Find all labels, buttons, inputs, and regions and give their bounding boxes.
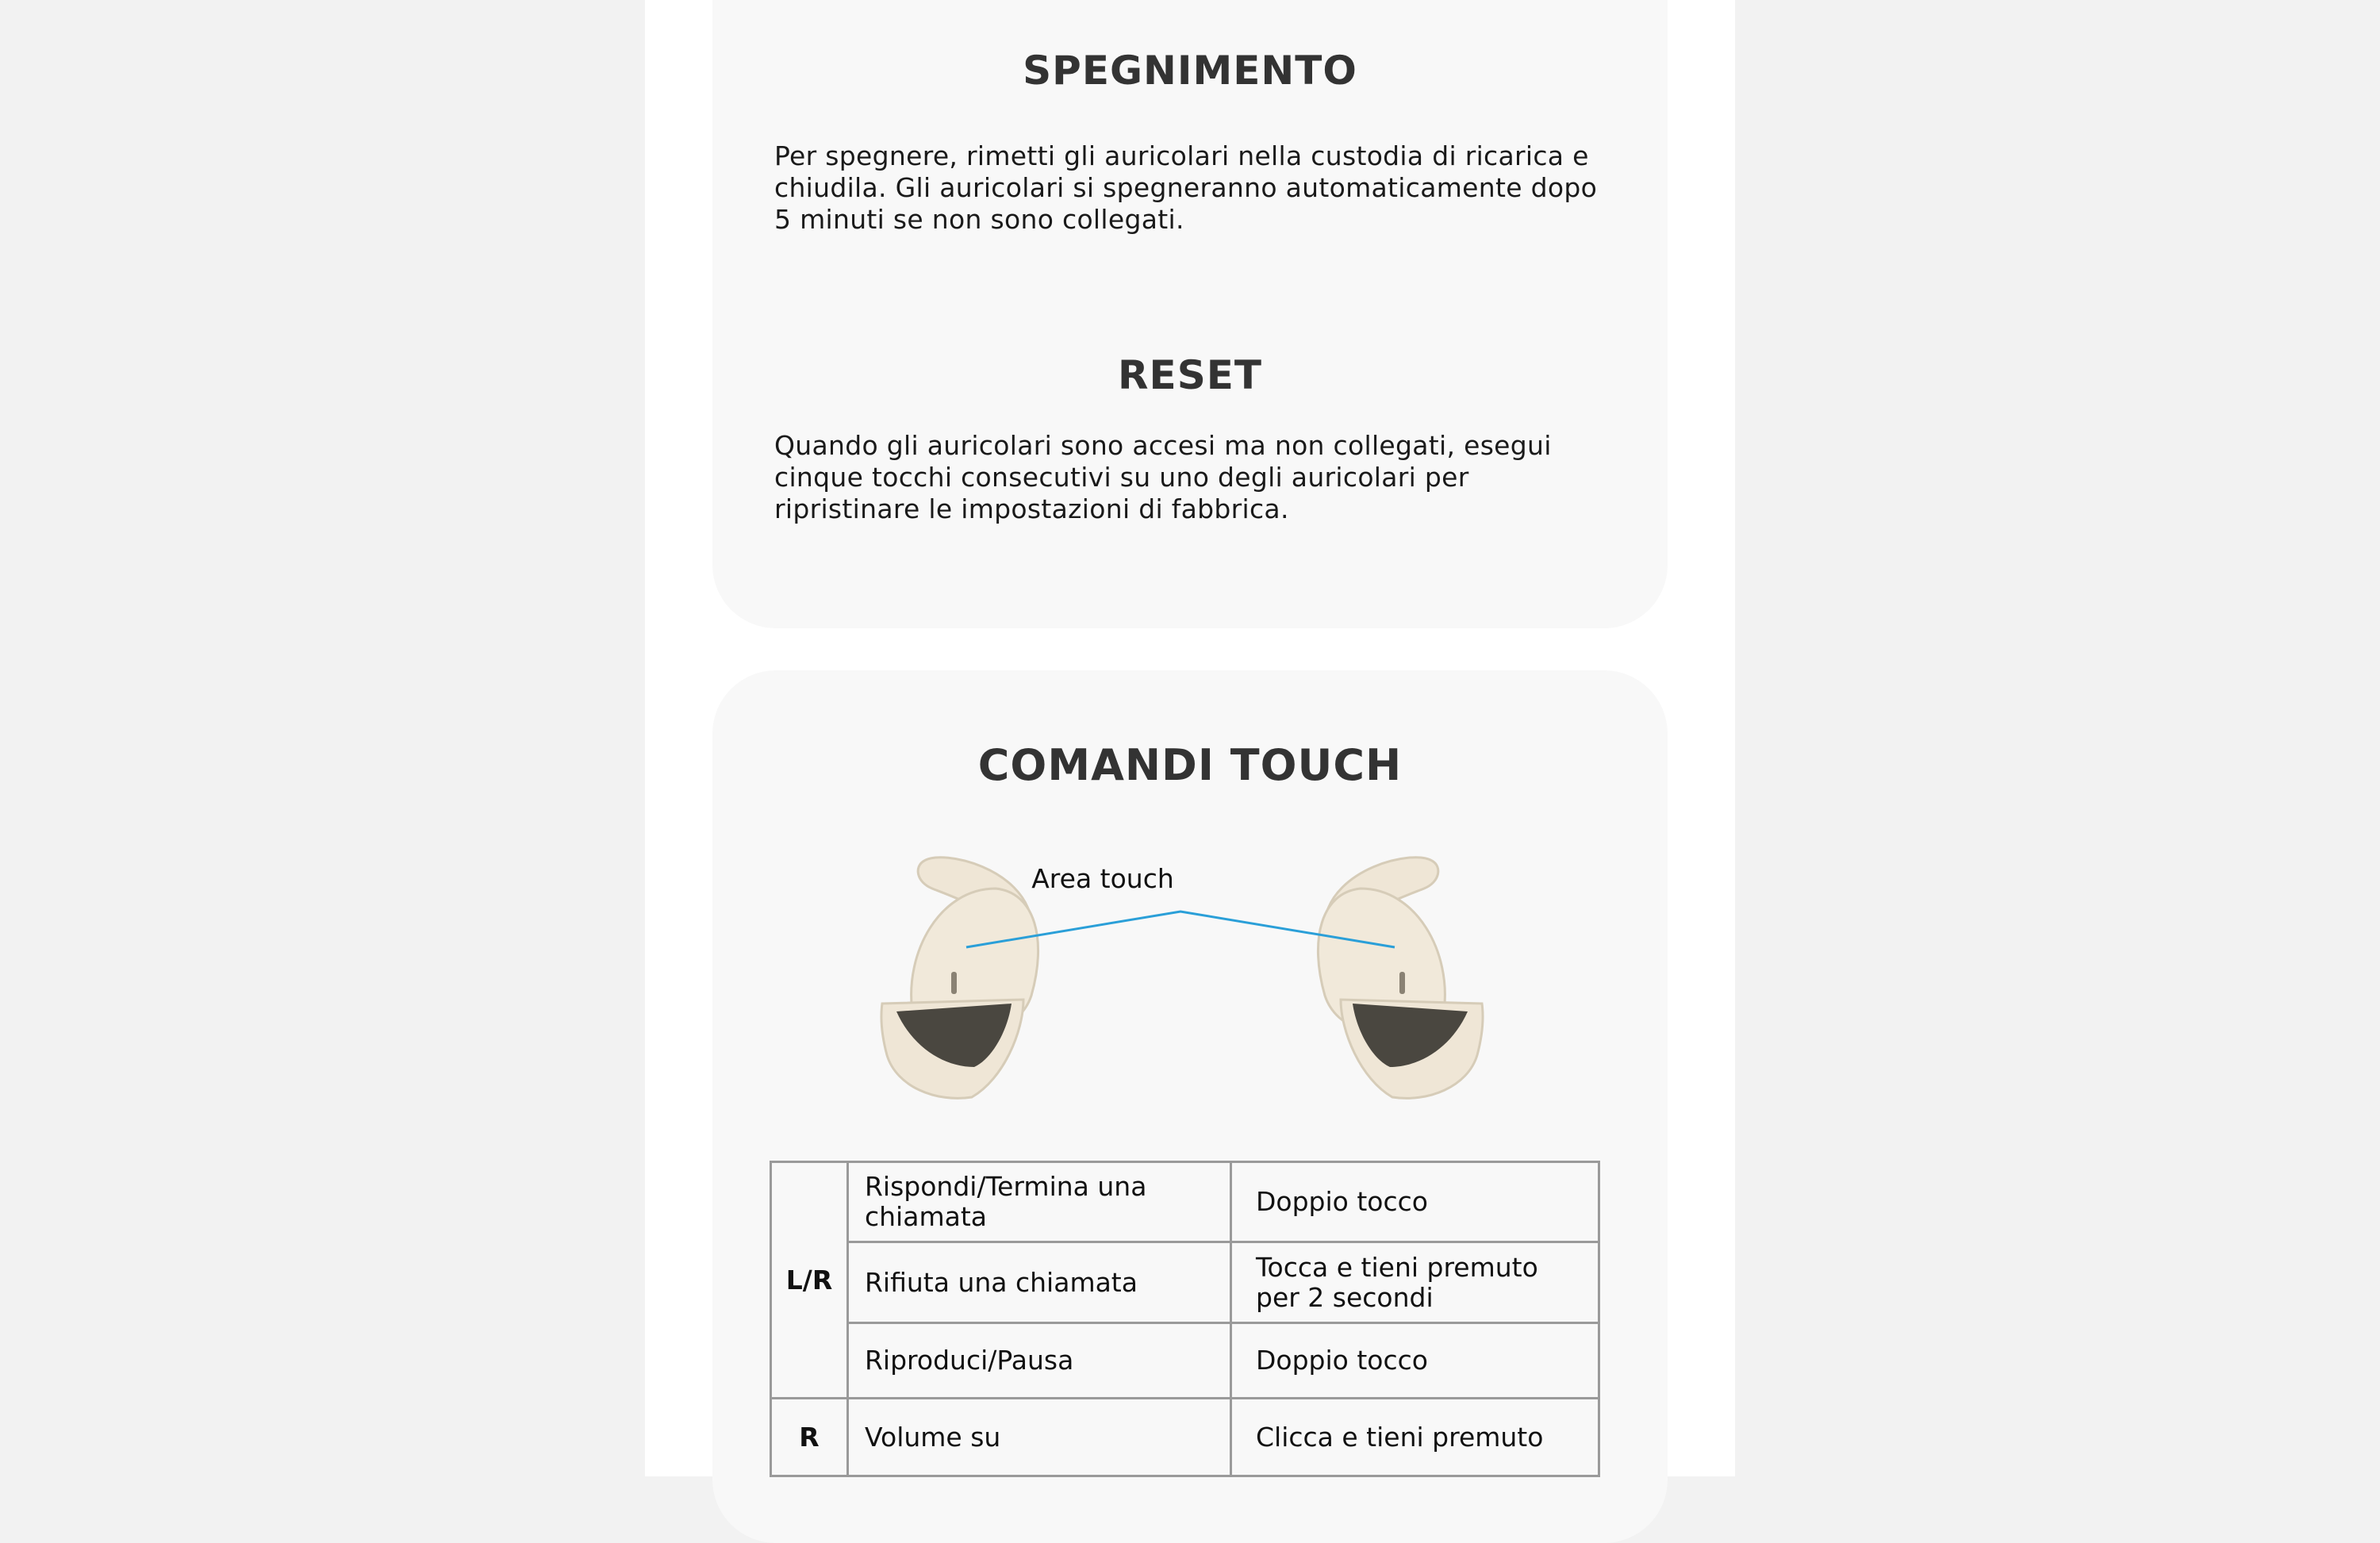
section-title-touch: COMANDI TOUCH [977, 740, 1403, 790]
gesture-cell: Doppio tocco [1231, 1162, 1599, 1242]
section-text-spegnimento: Per spegnere, rimetti gli auricolari nella custodia di ricarica e chiudila. Gli auricolari si spegneranno automaticamente dopo 5 minuti se non sono collegati. [774, 140, 1598, 235]
right-earbud-image [1318, 858, 1483, 1099]
table-row [771, 1399, 1599, 1476]
section-title-spegnimento: SPEGNIMENTO [1023, 48, 1357, 94]
action-cell: Rifiuta una chiamata [848, 1242, 1231, 1323]
touch-area-label: Area touch [1031, 863, 1174, 894]
section-title-reset: RESET [1118, 352, 1262, 398]
section-text-reset: Quando gli auricolari sono accesi ma non collegati, esegui cinque tocchi consecutivi su uno degli auricolari per ripristinare le impostazioni di fabbrica. [774, 430, 1552, 524]
side-label: R [771, 1399, 848, 1476]
table-row [771, 1323, 1599, 1399]
action-cell: Volume su [848, 1399, 1231, 1476]
touch-commands-table [770, 1161, 1600, 1477]
gesture-cell: Clicca e tieni premuto [1231, 1399, 1599, 1476]
gesture-cell: Tocca e tieni premuto per 2 secondi [1231, 1242, 1599, 1323]
table-row [771, 1242, 1599, 1323]
gesture-cell: Doppio tocco [1231, 1323, 1599, 1399]
action-cell: Riproduci/Pausa [848, 1323, 1231, 1399]
table-row [771, 1162, 1599, 1242]
side-label: L/R [771, 1162, 848, 1399]
action-cell: Rispondi/Termina una chiamata [848, 1162, 1231, 1242]
